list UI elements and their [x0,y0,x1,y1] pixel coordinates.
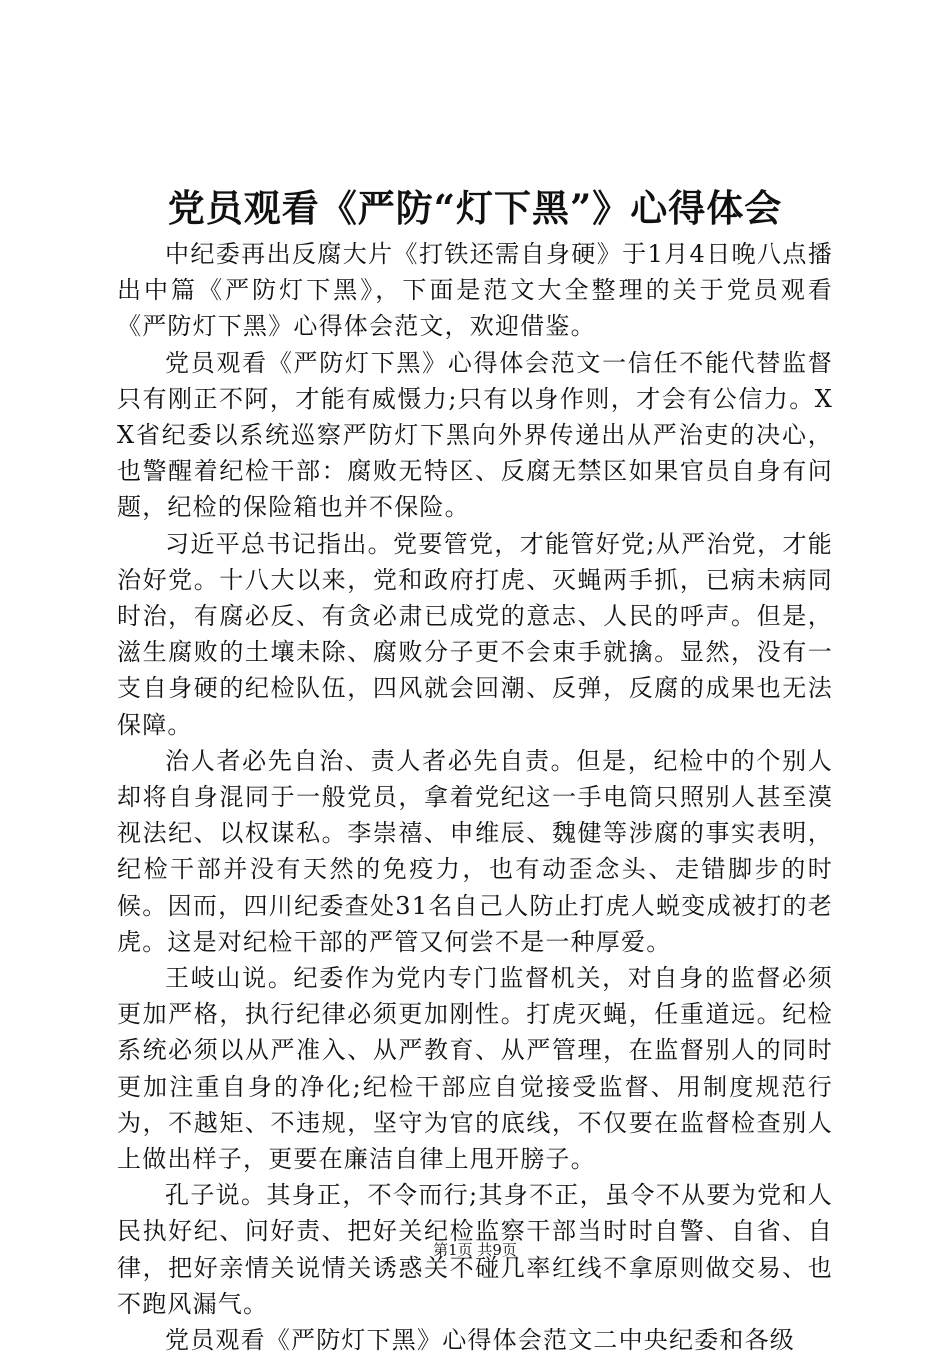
paragraph-xi-quote: 习近平总书记指出。党要管党，才能管好党;从严治党，才能治好党。十八大以来，党和政府打虎、灭蝇两手抓，已病未病同时治，有腐必反、有贪必肃已成党的意志、人民的呼声。但是，滋生腐败的土壤未除、腐败分子更不会束手就擒。显然，没有一支自身硬的纪检队伍，四风就会回潮、反弹，反腐的成果也无法保障。 [117,529,833,739]
document-body [117,236,833,1358]
paragraph-essay-two: 党员观看《严防灯下黑》心得体会范文二中央纪委和各级 [165,1326,795,1355]
document-title: 党员观看《严防“灯下黑”》心得体会 [167,186,783,230]
paragraph-self-discipline: 治人者必先自治、责人者必先自责。但是，纪检中的个别人却将自身混同于一般党员，拿着党纪这一手电筒只照别人甚至漠视法纪、以权谋私。李崇禧、申维辰、魏健等涉腐的事实表明，纪检干部并没有天然的免疫力，也有动歪念头、走错脚步的时候。因而，四川纪委查处31名自己人防止打虎人蜕变成被打的老虎。这是对纪检干部的严管又何尝不是一种厚爱。 [117,746,833,956]
paragraph-intro: 中纪委再出反腐大片《打铁还需自身硬》于1月4日晚八点播出中篇《严防灯下黑》，下面是范文大全整理的关于党员观看《严防灯下黑》心得体会范文，欢迎借鉴。 [117,240,833,341]
paragraph-confucius-quote: 孔子说。其身正，不令而行;其身不正，虽令不从要为党和人民执好纪、问好责、把好关纪检监察干部当时时自警、自省、自律，把好亲情关说情关诱惑关不碰几率红线不拿原则做交易、也不跑风漏气。 [117,1181,833,1318]
paragraph-wang-quote: 王岐山说。纪委作为党内专门监督机关，对自身的监督必须更加严格，执行纪律必须更加刚性。打虎灭蝇，任重道远。纪检系统必须以从严准入、从严教育、从严管理，在监督别人的同时更加注重自身的净化;纪检干部应自觉接受监督、用制度规范行为，不越矩、不违规，坚守为官的底线，不仅要在监督检查别人上做出样子，更要在廉洁自律上甩开膀子。 [117,964,833,1174]
paragraph-essay-one: 党员观看《严防灯下黑》心得体会范文一信任不能代替监督只有刚正不阿，才能有威慑力;只有以身作则，才会有公信力。XX省纪委以系统巡察严防灯下黑向外界传递出从严治吏的决心，也警醒着纪检干部：腐败无特区、反腐无禁区如果官员自身有问题，纪检的保险箱也并不保险。 [117,348,833,522]
page-number-footer: 第1页 共9页 [433,1241,517,1259]
